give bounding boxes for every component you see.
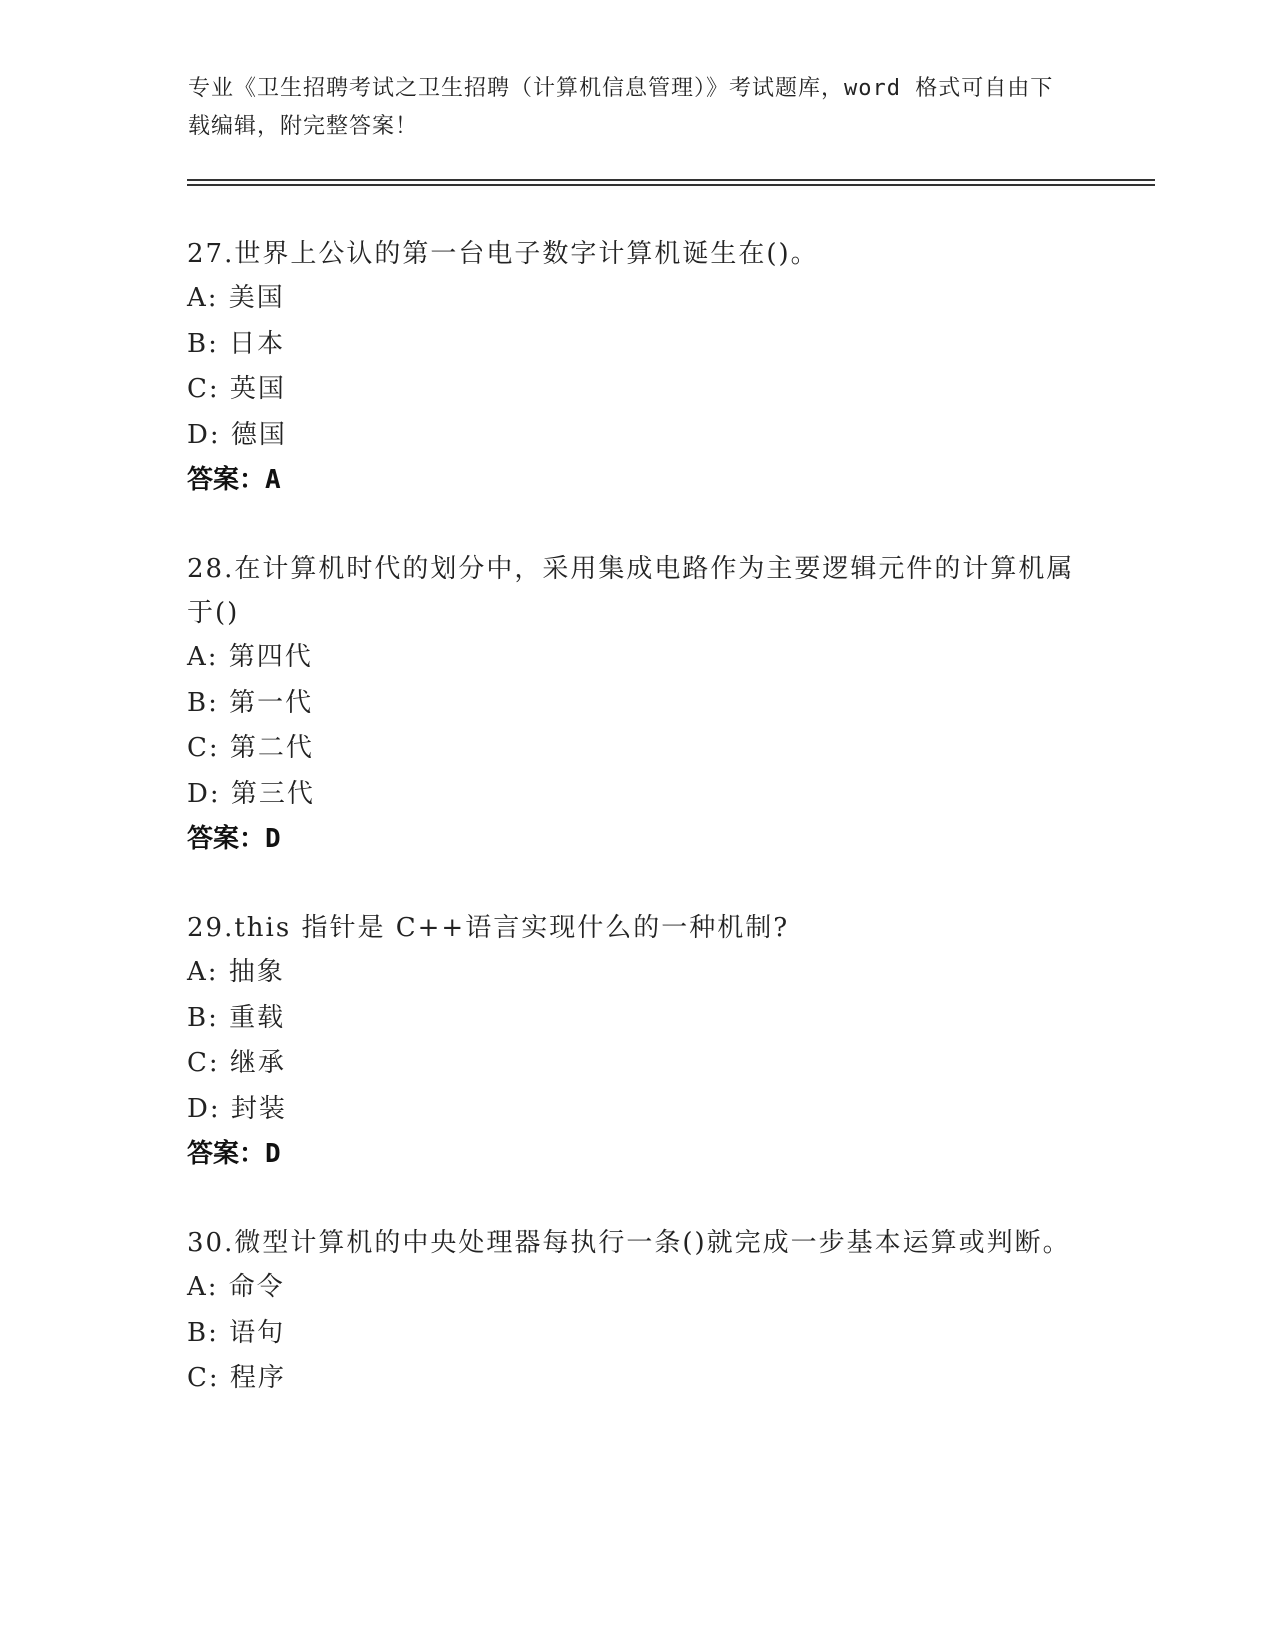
document-header: 专业《卫生招聘考试之卫生招聘（计算机信息管理）》考试题库，word 格式可自由下载编辑，附完整答案！ bbox=[188, 76, 1054, 139]
question-stem: 27.世界上公认的第一台电子数字计算机诞生在()。 bbox=[187, 239, 819, 269]
option-a: A: 第四代 bbox=[187, 642, 313, 672]
question-29 bbox=[187, 906, 1087, 1177]
question-27 bbox=[187, 232, 1087, 503]
option-b: B: 语句 bbox=[187, 1317, 286, 1348]
option-c: C: 继承 bbox=[187, 1048, 286, 1078]
option-c: C: 英国 bbox=[187, 374, 286, 404]
question-stem: 30.微型计算机的中央处理器每执行一条()就完成一步基本运算或判断。 bbox=[187, 1228, 1071, 1258]
answer: 答案：A bbox=[187, 465, 281, 495]
option-a: A: 命令 bbox=[187, 1272, 285, 1302]
option-a: A: 美国 bbox=[187, 283, 285, 313]
answer: 答案：D bbox=[187, 1139, 281, 1169]
answer: 答案：D bbox=[187, 824, 281, 854]
option-b: B: 第一代 bbox=[187, 687, 314, 718]
option-a: A: 抽象 bbox=[187, 957, 285, 987]
question-stem: 29.this 指针是 C++语言实现什么的一种机制? bbox=[187, 913, 790, 943]
header-divider-top bbox=[187, 179, 1155, 181]
option-d: D: 德国 bbox=[187, 419, 287, 450]
option-d: D: 封装 bbox=[187, 1093, 287, 1124]
question-30 bbox=[187, 1221, 1087, 1402]
option-d: D: 第三代 bbox=[187, 778, 315, 809]
option-c: C: 第二代 bbox=[187, 733, 314, 763]
header-divider-bottom bbox=[187, 184, 1155, 186]
question-28 bbox=[187, 547, 1087, 862]
option-c: C: 程序 bbox=[187, 1363, 286, 1393]
option-b: B: 重载 bbox=[187, 1002, 286, 1033]
option-b: B: 日本 bbox=[187, 328, 286, 359]
question-list bbox=[187, 232, 1087, 1402]
question-stem: 28.在计算机时代的划分中，采用集成电路作为主要逻辑元件的计算机属于() bbox=[187, 554, 1075, 628]
